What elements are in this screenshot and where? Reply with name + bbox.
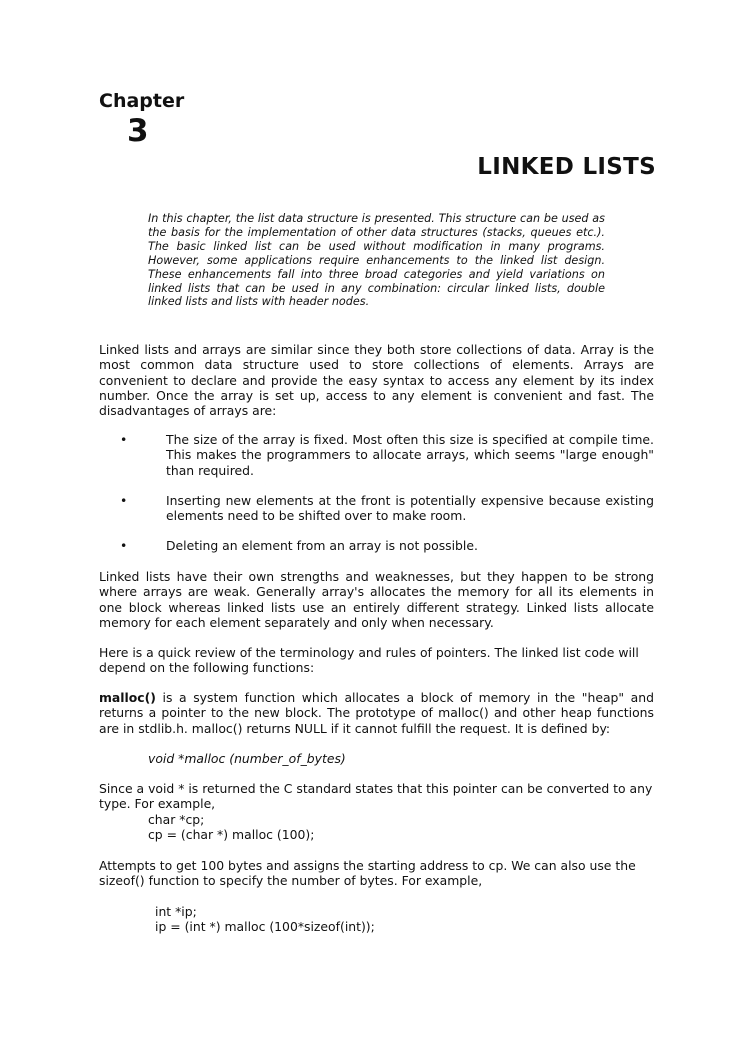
review-paragraph: Here is a quick review of the terminology and rules of pointers. The linked list code will depend on the following functions: [99,645,639,676]
code-line: int *ip; [155,904,197,919]
list-item [99,538,654,553]
bullet-icon: • [120,492,128,508]
list-item-text: Inserting new elements at the front is potentially expensive because existing elements need to be shifted over to make room. [166,492,654,524]
malloc-description: is a system function which allocates a block of memory in the "heap" and returns a pointer to the new block. The prototype of malloc() and other heap functions are in stdlib.h. malloc() returns NULL if it cannot fulfill the request. It is defined by: [99,690,654,736]
malloc-term: malloc() [99,690,156,705]
chapter-label: Chapter [99,90,185,112]
bullet-icon: • [120,538,128,554]
code-example-char [148,812,314,843]
void-pointer-paragraph: Since a void * is returned the C standard states that this pointer can be converted to any type. For example, [99,781,653,812]
list-item [99,493,654,524]
code-line: char *cp; [148,812,205,827]
chapter-title: LINKED LISTS [477,154,656,180]
disadvantages-list [99,432,654,569]
chapter-number: 3 [127,113,149,149]
list-item-text: The size of the array is fixed. Most often this size is specified at compile time. This makes the programmers to allocate arrays, which seems "large enough" than required. [166,432,654,478]
strengths-paragraph: Linked lists have their own strengths and weaknesses, but they happen to be strong where arrays are weak. Generally array's allocates the memory for all its elements in one block whereas linked lists use an entirely different strategy. Linked lists allocate memory for each element separately and only when necessary. [99,569,654,630]
code-line: cp = (char *) malloc (100); [148,827,315,843]
malloc-paragraph [99,690,654,736]
chapter-abstract: In this chapter, the list data structure is presented. This structure can be used as the basis for the implementation of other data structures (stacks, queues etc.). The basic linked list can be used without modification in many programs. However, some applications require enhancements to the linked list design. These enhancements fall into three broad categories and yield variations on linked lists that can be used in any combination: circular linked lists, double linked lists and lists with header nodes. [148,212,605,309]
code-line: ip = (int *) malloc (100*sizeof(int)); [155,919,375,935]
list-item-text: Deleting an element from an array is not possible. [166,538,478,554]
intro-paragraph: Linked lists and arrays are similar since they both store collections of data. Array is the most common data structure used to store collections of elements. Arrays are convenient to declare and provide the easy syntax to access any element by its index number. Once the array is set up, access to any element is convenient and fast. The disadvantages of arrays are: [99,342,654,419]
code-example-int [155,904,375,935]
bullet-icon: • [120,432,128,447]
list-item [99,432,654,478]
attempts-paragraph: Attempts to get 100 bytes and assigns the starting address to cp. We can also use the sizeof() function to specify the number of bytes. For example, [99,858,636,889]
malloc-prototype: void *malloc (number_of_bytes) [148,751,346,766]
